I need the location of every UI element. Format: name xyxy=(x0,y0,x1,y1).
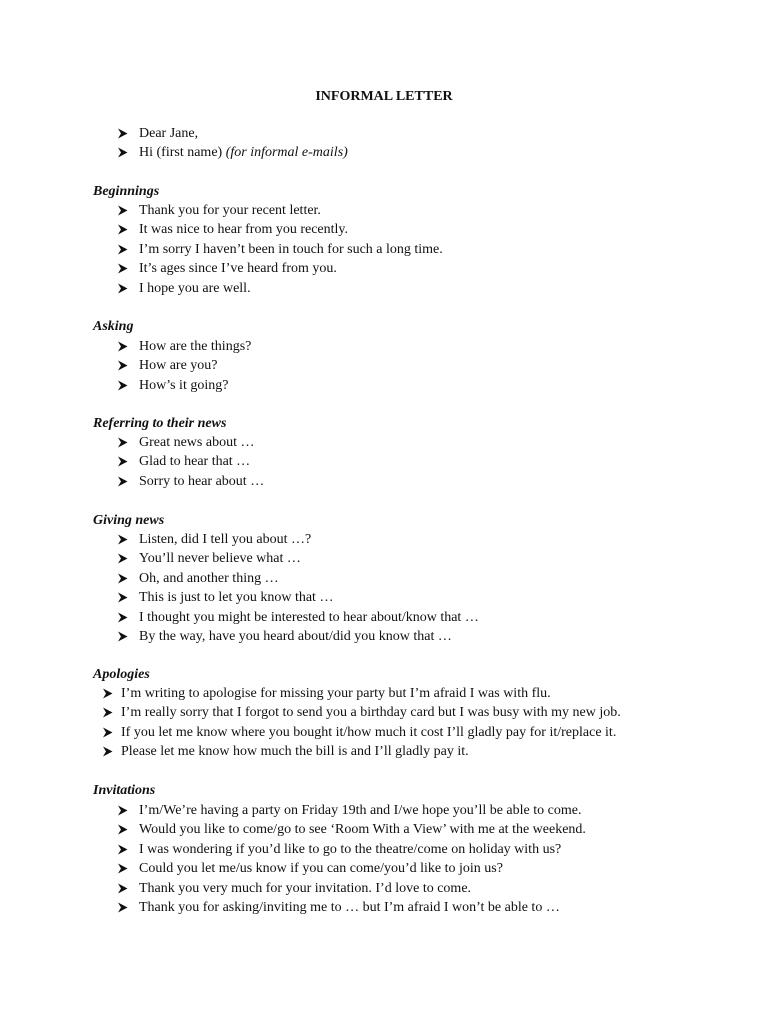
list-item-text: How are the things? xyxy=(139,339,252,354)
list-item-text: By the way, have you heard about/did you know that … xyxy=(139,628,452,644)
list-item-text: Thank you for asking/inviting me to … but I’m afraid I won’t be able to … xyxy=(139,899,560,915)
list-item xyxy=(0,530,768,549)
arrow-bullet-icon xyxy=(117,240,129,259)
arrow-bullet-icon xyxy=(117,452,129,471)
arrow-bullet-icon xyxy=(117,279,129,298)
list-item xyxy=(0,376,768,395)
list-item xyxy=(0,859,768,878)
list-item-text: I’m writing to apologise for missing your party but I’m afraid I was with flu. xyxy=(121,686,551,701)
list-item xyxy=(0,549,768,568)
list-item xyxy=(0,879,768,898)
arrow-bullet-icon xyxy=(117,220,129,239)
arrow-bullet-icon xyxy=(117,840,129,859)
list-item-text: I hope you are well. xyxy=(139,280,251,296)
list-item xyxy=(0,220,768,239)
list-item-text: Would you like to come/go to see ‘Room With a View’ with me at the weekend. xyxy=(139,822,586,838)
greeting-text: Dear Jane, xyxy=(139,126,199,141)
list-item-text: Great news about … xyxy=(139,435,255,450)
section-heading-apologies: Apologies xyxy=(93,667,150,682)
arrow-bullet-icon xyxy=(117,608,129,627)
list-item xyxy=(0,472,768,491)
list-item-text: I’m really sorry that I forgot to send you a birthday card but I was busy with my new job. xyxy=(121,705,621,721)
greeting-note: (for informal e-mails) xyxy=(225,145,348,161)
list-item xyxy=(0,627,768,646)
list-item-text: Please let me know how much the bill is and I’ll gladly pay it. xyxy=(121,744,469,760)
beginnings-list xyxy=(0,201,768,298)
arrow-bullet-icon xyxy=(102,684,114,703)
list-item xyxy=(0,452,768,471)
arrow-bullet-icon xyxy=(102,703,114,722)
list-item-text: It was nice to hear from you recently. xyxy=(139,222,349,238)
list-item-text: Could you let me/us know if you can come/you’d like to join us? xyxy=(139,861,503,877)
list-item xyxy=(0,433,768,452)
arrow-bullet-icon xyxy=(117,588,129,607)
section-heading-beginnings: Beginnings xyxy=(93,184,160,199)
list-item-text: Thank you very much for your invitation. I’d love to come. xyxy=(139,880,472,896)
list-item xyxy=(0,742,768,761)
greeting-text: Hi (first name) xyxy=(139,145,226,161)
list-item-text: Listen, did I tell you about …? xyxy=(139,532,312,547)
list-item xyxy=(0,588,768,607)
section-heading-asking: Asking xyxy=(93,319,134,334)
arrow-bullet-icon xyxy=(117,356,129,375)
list-item xyxy=(0,240,768,259)
list-item-text xyxy=(139,143,348,162)
list-item xyxy=(0,337,768,356)
arrow-bullet-icon xyxy=(117,433,129,452)
arrow-bullet-icon xyxy=(117,472,129,491)
list-item-text: Glad to hear that … xyxy=(139,454,251,470)
arrow-bullet-icon xyxy=(117,259,129,278)
list-item-text: How’s it going? xyxy=(139,377,229,393)
apologies-list xyxy=(0,684,768,762)
section-heading-giving-news: Giving news xyxy=(93,513,165,528)
list-item xyxy=(0,684,768,703)
list-item-text: Thank you for your recent letter. xyxy=(139,203,321,218)
list-item xyxy=(0,259,768,278)
section-heading-referring: Referring to their news xyxy=(93,416,227,431)
list-item xyxy=(0,703,768,722)
list-item-text: I thought you might be interested to hear about/know that … xyxy=(139,609,479,625)
arrow-bullet-icon xyxy=(117,859,129,878)
giving-news-list xyxy=(0,530,768,646)
arrow-bullet-icon xyxy=(117,530,129,549)
list-item xyxy=(0,143,768,162)
arrow-bullet-icon xyxy=(117,124,129,143)
list-item xyxy=(0,723,768,742)
list-item-text: How are you? xyxy=(139,358,218,374)
arrow-bullet-icon xyxy=(102,723,114,742)
arrow-bullet-icon xyxy=(102,742,114,761)
list-item xyxy=(0,201,768,220)
arrow-bullet-icon xyxy=(117,569,129,588)
list-item-text: I’m/We’re having a party on Friday 19th and I/we hope you’ll be able to come. xyxy=(139,803,582,818)
list-item-text: Sorry to hear about … xyxy=(139,473,265,489)
list-item xyxy=(0,356,768,375)
list-item-text: You’ll never believe what … xyxy=(139,551,301,567)
section-heading-invitations: Invitations xyxy=(93,783,156,798)
list-item xyxy=(0,279,768,298)
list-item xyxy=(0,820,768,839)
invitations-list xyxy=(0,801,768,917)
list-item xyxy=(0,569,768,588)
asking-list xyxy=(0,337,768,395)
arrow-bullet-icon xyxy=(117,376,129,395)
arrow-bullet-icon xyxy=(117,627,129,646)
list-item xyxy=(0,840,768,859)
arrow-bullet-icon xyxy=(117,337,129,356)
referring-list xyxy=(0,433,768,491)
list-item-text: I’m sorry I haven’t been in touch for such a long time. xyxy=(139,241,443,257)
list-item xyxy=(0,801,768,820)
list-item-text: I was wondering if you’d like to go to the theatre/come on holiday with us? xyxy=(139,841,562,857)
document-title: INFORMAL LETTER xyxy=(315,89,453,104)
greetings-list xyxy=(0,124,768,163)
list-item-text: It’s ages since I’ve heard from you. xyxy=(139,261,337,277)
list-item-text: This is just to let you know that … xyxy=(139,590,334,606)
arrow-bullet-icon xyxy=(117,820,129,839)
arrow-bullet-icon xyxy=(117,879,129,898)
list-item-text: If you let me know where you bought it/how much it cost I’ll gladly pay for it/replace it. xyxy=(121,724,617,740)
list-item xyxy=(0,124,768,143)
list-item xyxy=(0,898,768,917)
list-item-text: Oh, and another thing … xyxy=(139,570,279,586)
arrow-bullet-icon xyxy=(117,898,129,917)
arrow-bullet-icon xyxy=(117,201,129,220)
arrow-bullet-icon xyxy=(117,549,129,568)
arrow-bullet-icon xyxy=(117,143,129,162)
arrow-bullet-icon xyxy=(117,801,129,820)
list-item-text xyxy=(139,124,198,143)
list-item xyxy=(0,608,768,627)
